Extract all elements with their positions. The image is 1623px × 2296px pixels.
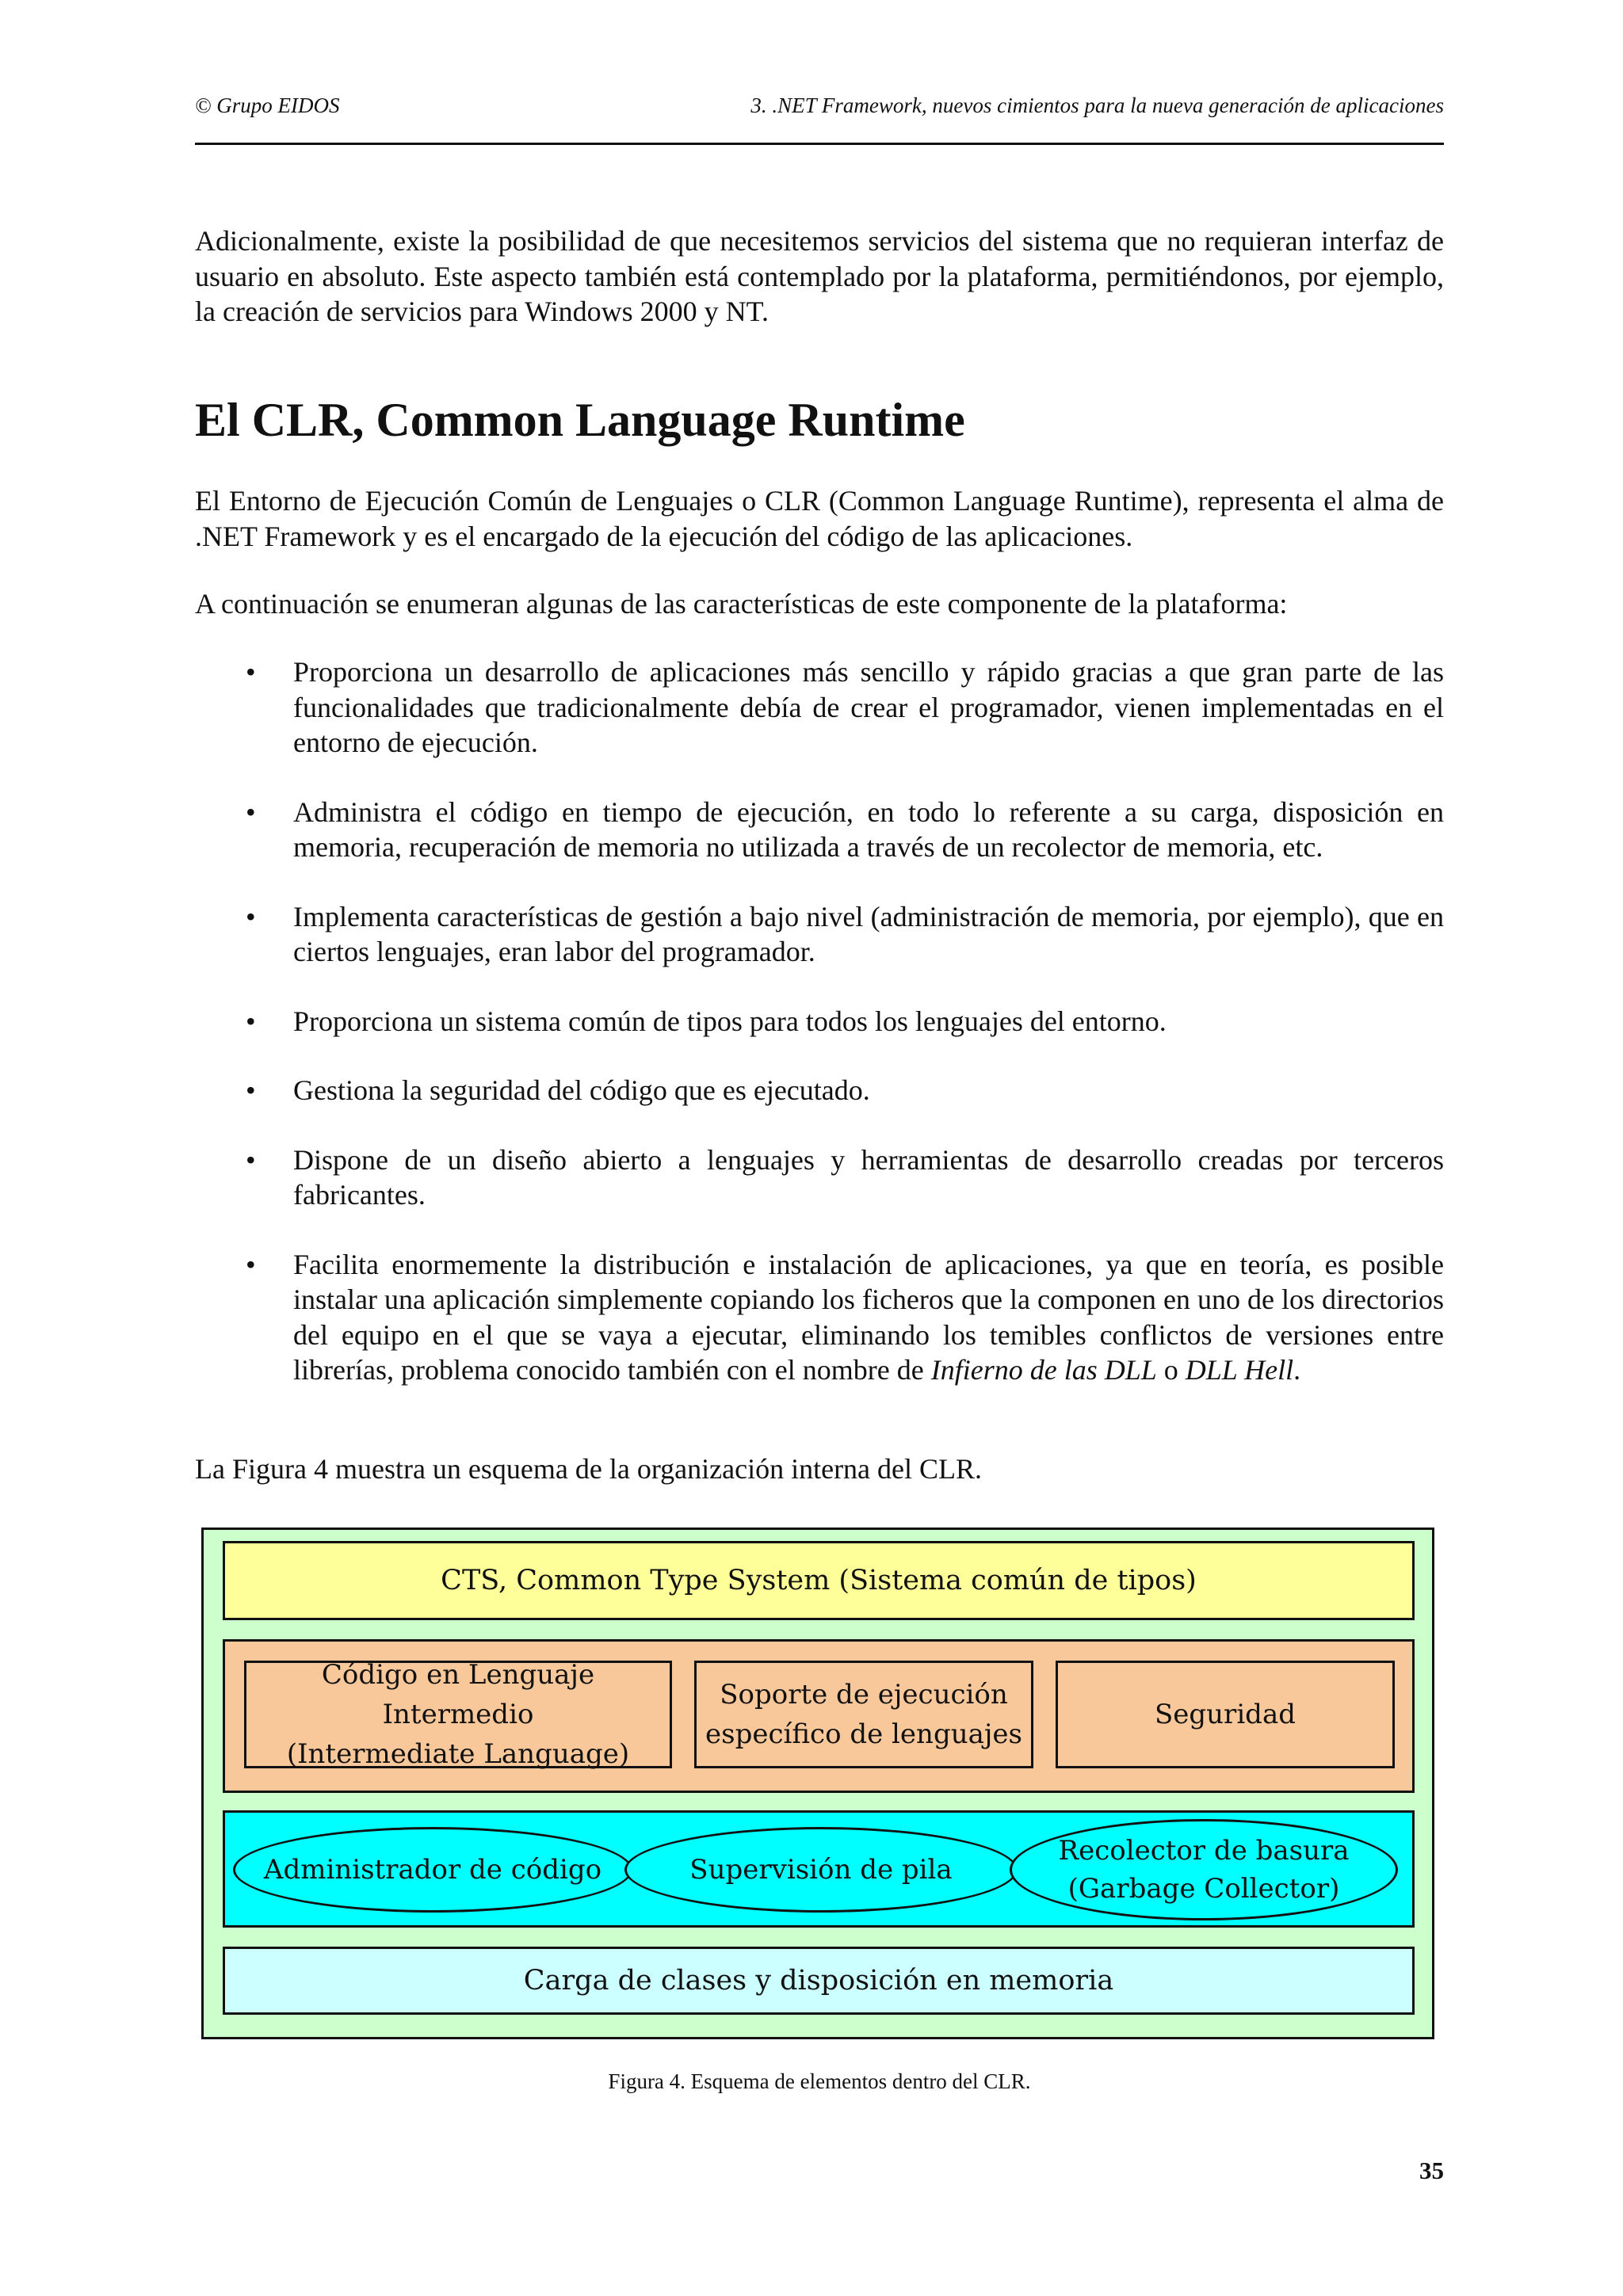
clr-paragraph: El Entorno de Ejecución Común de Lenguajes o CLR (Common Language Runtime), representa el alma de .NET Framework y es el encargado de la ejecución del código de las aplicaciones. bbox=[195, 485, 1444, 552]
list-item-text-part: o bbox=[1156, 1354, 1186, 1386]
page-number: 35 bbox=[1419, 2157, 1444, 2184]
security-box: Seguridad bbox=[1056, 1661, 1395, 1768]
language-support-layer bbox=[223, 1639, 1415, 1793]
list-item bbox=[195, 1247, 1444, 1388]
list-item bbox=[195, 654, 1444, 761]
header-publisher: © Grupo EIDOS bbox=[195, 93, 340, 117]
list-item-text-part: . bbox=[1293, 1354, 1301, 1386]
bullet-icon: • bbox=[246, 795, 256, 828]
bullet-icon: • bbox=[246, 900, 256, 933]
list-item-text: Proporciona un sistema común de tipos para todos los lenguajes del entorno. bbox=[293, 1005, 1167, 1037]
class-loader-layer: Carga de clases y disposición en memoria bbox=[223, 1947, 1415, 2015]
list-item-text: Proporciona un desarrollo de aplicaciones más sencillo y rápido gracias a que gran parte de las funcionalidades que tradicionalmente debía de crear el programador, vienen implementadas en el entorno de ejecución. bbox=[293, 656, 1444, 758]
runtime-support-box: Soporte de ejecución específico de lenguajes bbox=[694, 1661, 1033, 1768]
header-chapter-title: 3. .NET Framework, nuevos cimientos para la nueva generación de aplicaciones bbox=[750, 93, 1444, 117]
cts-layer: CTS, Common Type System (Sistema común de tipos) bbox=[223, 1541, 1415, 1620]
bullet-icon: • bbox=[246, 656, 256, 688]
figure-caption: Figura 4. Esquema de elementos dentro del CLR. bbox=[608, 2069, 1031, 2093]
list-item bbox=[195, 795, 1444, 865]
list-item-text: Administra el código en tiempo de ejecución, en todo lo referente a su carga, disposición en memoria, recuperación de memoria no utilizada a través de un recolector de memoria, etc. bbox=[293, 795, 1444, 863]
list-item bbox=[195, 899, 1444, 970]
figure-intro: La Figura 4 muestra un esquema de la organización interna del CLR. bbox=[195, 1453, 983, 1485]
list-item bbox=[195, 1073, 1444, 1108]
list-item bbox=[195, 1004, 1444, 1039]
execution-layer bbox=[223, 1810, 1415, 1928]
list-item-text: Dispone de un diseño abierto a lenguajes y herramientas de desarrollo creadas por terceros fabricantes. bbox=[293, 1143, 1444, 1211]
list-item-text: Implementa características de gestión a bajo nivel (administración de memoria, por ejemplo), que en ciertos lenguajes, eran labor del programador. bbox=[293, 900, 1444, 967]
feature-list bbox=[195, 654, 1444, 1422]
running-header bbox=[195, 93, 1444, 145]
clr-diagram bbox=[201, 1527, 1434, 2039]
bullet-icon: • bbox=[246, 1143, 256, 1176]
intermediate-language-box: Código en Lenguaje Intermedio (Intermediate Language) bbox=[244, 1661, 672, 1768]
list-item-text: Gestiona la seguridad del código que es ejecutado. bbox=[293, 1074, 870, 1106]
intro-paragraph: Adicionalmente, existe la posibilidad de que necesitemos servicios del sistema que no requieran interfaz de usuario en absoluto. Este aspecto también está contemplado por la plataforma, permitiéndonos, por ejemplo, la creación de servicios para Windows 2000 y NT. bbox=[195, 225, 1444, 327]
list-item-text-part: Facilita enormemente la distribución e instalación de aplicaciones, ya que en teoría, es posible instalar una aplicación simplemente copiando los ficheros que la componen en uno de los directorios del equipo en el que se vaya a ejecutar, eliminando los temibles conflictos de versiones entre librerías, problema conocido también con el nombre de bbox=[293, 1248, 1444, 1386]
stack-walker-ellipse: Supervisión de pila bbox=[624, 1827, 1018, 1913]
list-item-text bbox=[293, 1249, 1444, 1386]
list-item bbox=[195, 1142, 1444, 1213]
bullet-icon: • bbox=[246, 1074, 256, 1106]
section-title: El CLR, Common Language Runtime bbox=[195, 394, 965, 446]
list-intro: A continuación se enumeran algunas de las características de este componente de la plataforma: bbox=[195, 588, 1288, 620]
italic-term: Infierno de las DLL bbox=[930, 1354, 1157, 1386]
bullet-icon: • bbox=[246, 1248, 256, 1280]
italic-term: DLL Hell bbox=[1185, 1354, 1294, 1386]
garbage-collector-ellipse: Recolector de basura (Garbage Collector) bbox=[1010, 1819, 1398, 1920]
code-manager-ellipse: Administrador de código bbox=[233, 1827, 632, 1913]
bullet-icon: • bbox=[246, 1005, 256, 1037]
